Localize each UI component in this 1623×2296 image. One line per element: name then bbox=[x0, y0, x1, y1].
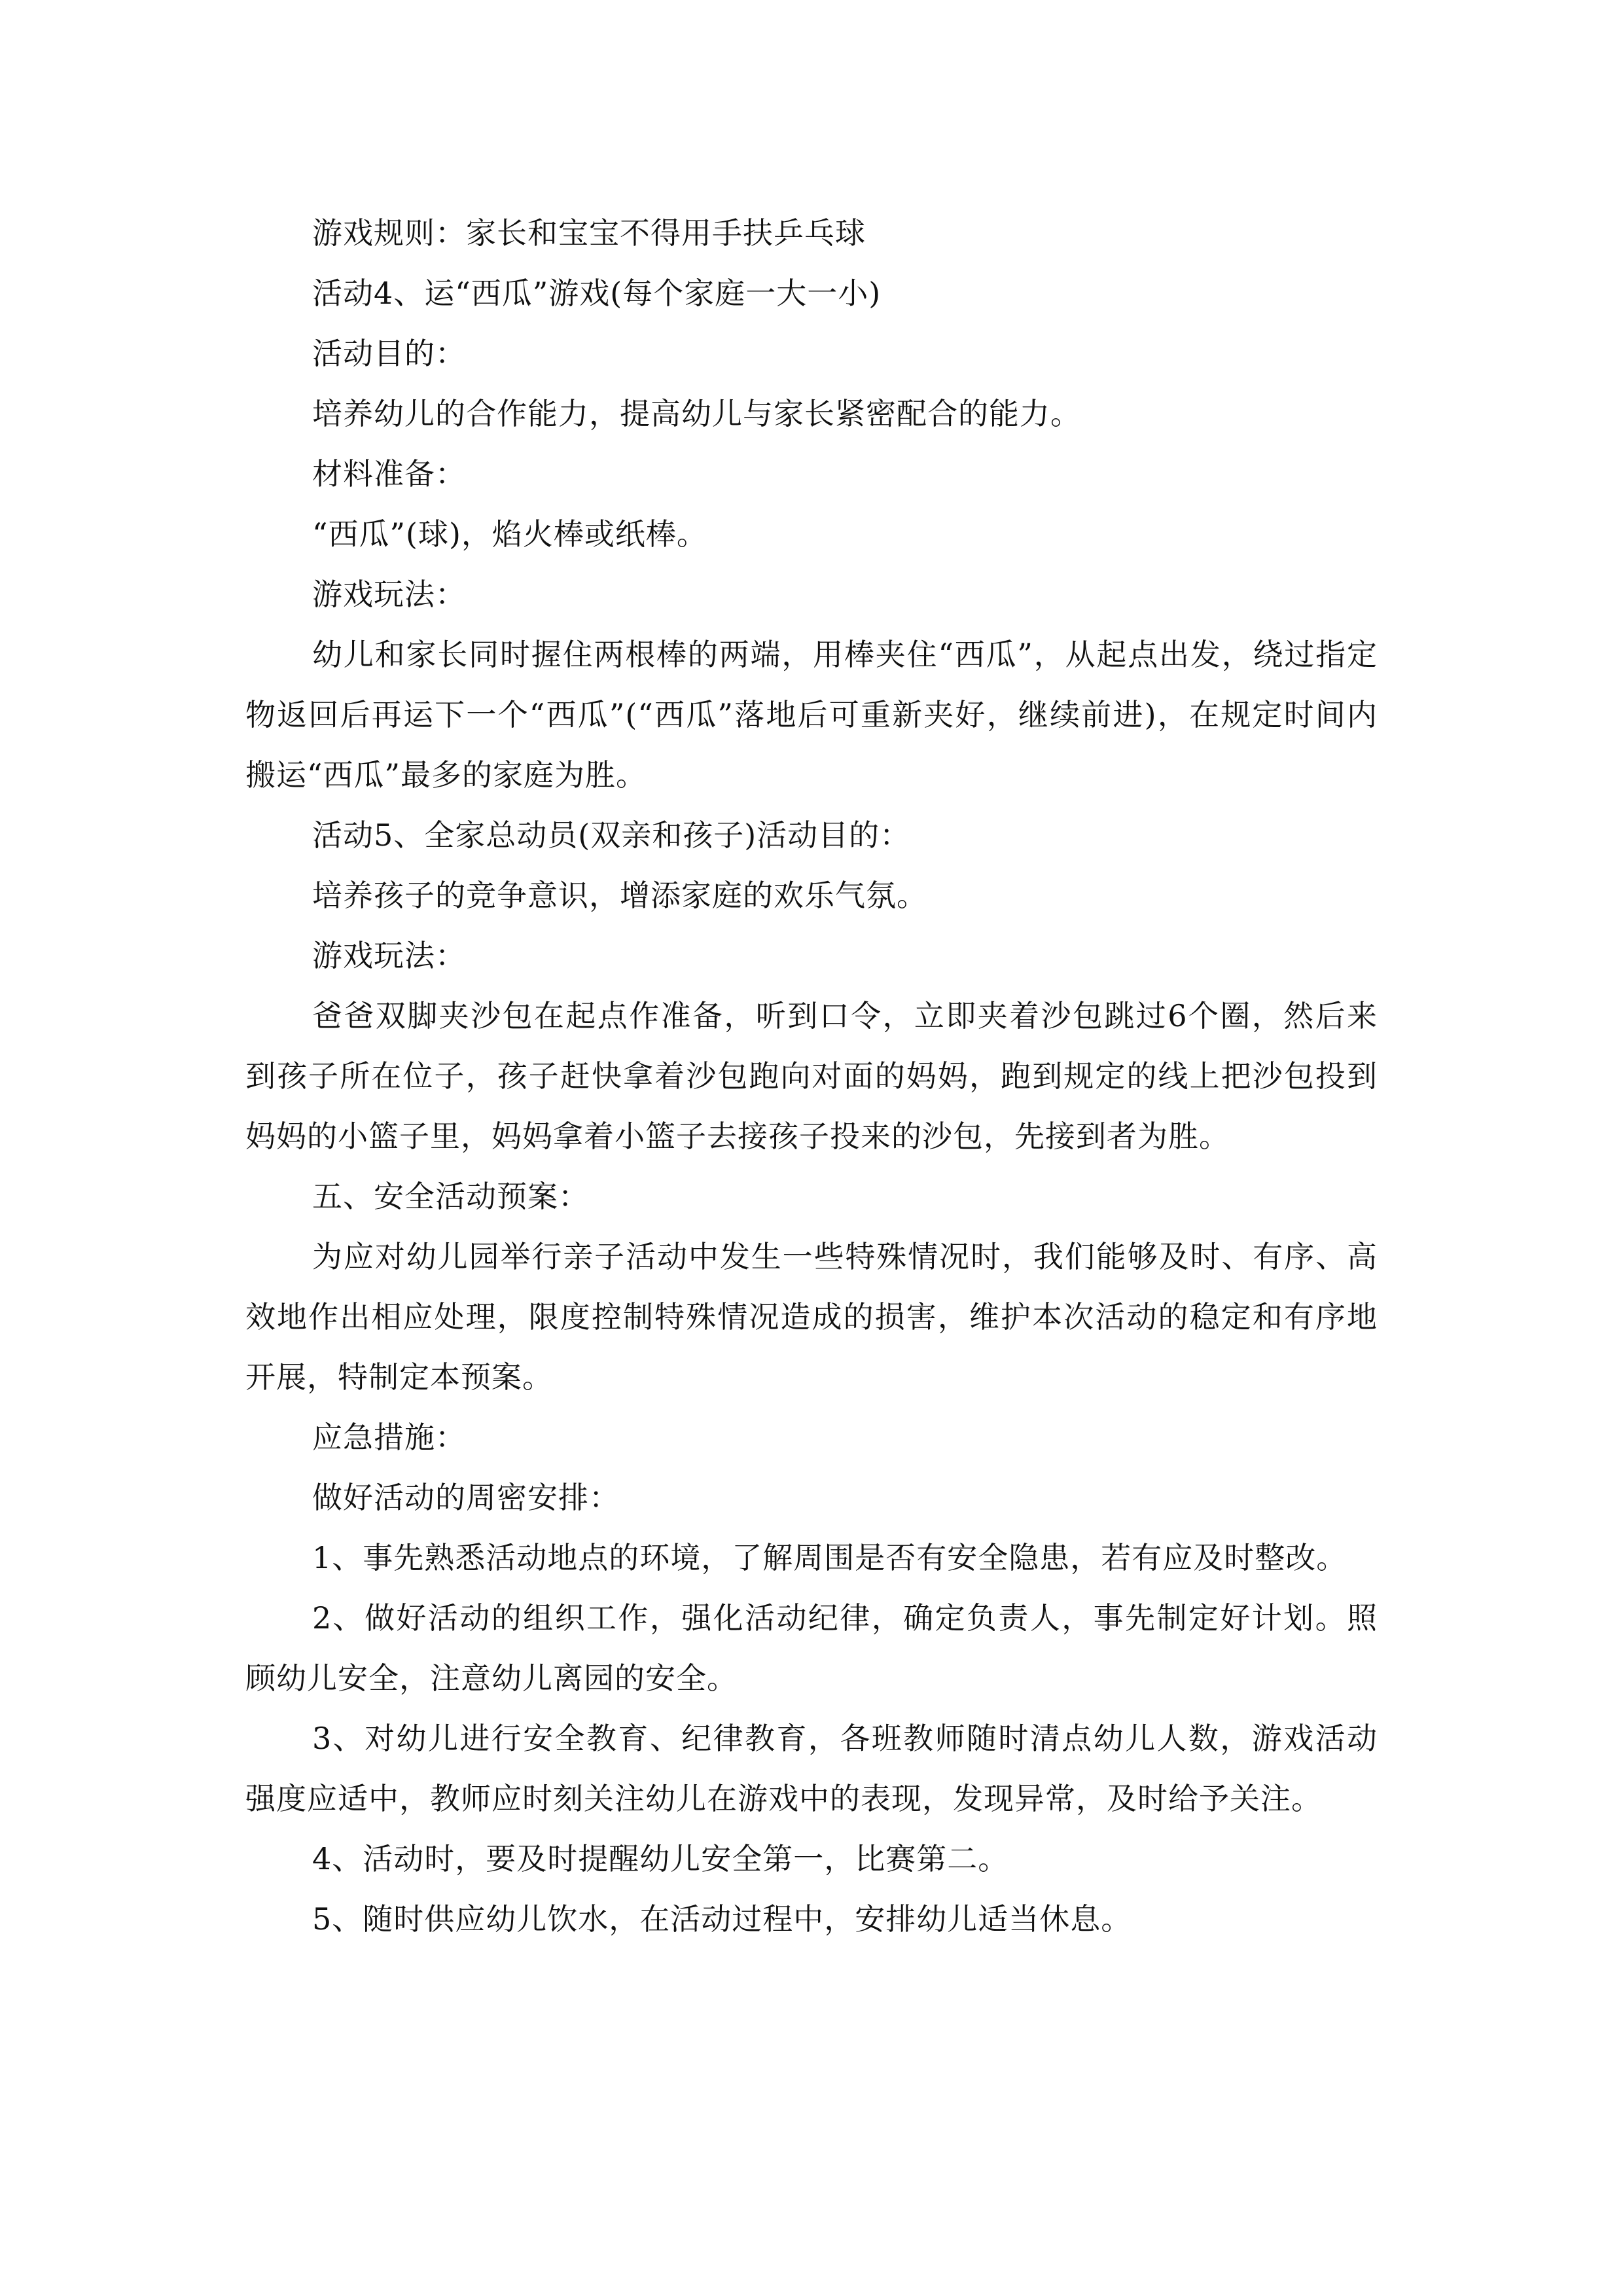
paragraph-game-rule: 游戏规则：家长和宝宝不得用手扶乒乓球 bbox=[312, 215, 866, 251]
paragraph-activity-5-goal: 培养孩子的竞争意识，增添家庭的欢乐气氛。 bbox=[312, 878, 927, 913]
paragraph-gameplay-heading-2: 游戏玩法： bbox=[312, 938, 466, 973]
document-page bbox=[245, 203, 1378, 1949]
paragraph-measure-1: 1、事先熟悉活动地点的环境，了解周围是否有安全隐患，若有应及时整改。 bbox=[312, 1540, 1347, 1575]
paragraph-materials-heading: 材料准备： bbox=[312, 456, 466, 492]
paragraph-measure-3: 3、对幼儿进行安全教育、纪律教育，各班教师随时清点幼儿人数，游戏活动强度应适中，教师应时刻关注幼儿在游戏中的表现，发现异常，及时给予关注。 bbox=[245, 1721, 1378, 1816]
paragraph-activity-4-title: 活动4、运“西瓜”游戏(每个家庭一大一小) bbox=[312, 276, 882, 311]
paragraph-gameplay-heading: 游戏玩法： bbox=[312, 577, 466, 612]
paragraph-activity-goal-heading: 活动目的： bbox=[312, 336, 466, 371]
paragraph-arrangement-heading: 做好活动的周密安排： bbox=[312, 1480, 620, 1515]
paragraph-safety-plan-text: 为应对幼儿园举行亲子活动中发生一些特殊情况时，我们能够及时、有序、高效地作出相应处理，限度控制特殊情况造成的损害，维护本次活动的稳定和有序地开展，特制定本预案。 bbox=[245, 1239, 1378, 1395]
paragraph-measure-2: 2、做好活动的组织工作，强化活动纪律，确定负责人，事先制定好计划。照顾幼儿安全，注意幼儿离园的安全。 bbox=[245, 1600, 1378, 1696]
paragraph-gameplay-text: 幼儿和家长同时握住两根棒的两端，用棒夹住“西瓜”，从起点出发，绕过指定物返回后再运下一个“西瓜”(“西瓜”落地后可重新夹好，继续前进)，在规定时间内搬运“西瓜”最多的家庭为胜。 bbox=[245, 637, 1378, 793]
paragraph-materials-text: “西瓜”(球)，焰火棒或纸棒。 bbox=[312, 516, 707, 552]
paragraph-emergency-heading: 应急措施： bbox=[312, 1420, 466, 1455]
paragraph-safety-plan-heading: 五、安全活动预案： bbox=[312, 1179, 589, 1214]
paragraph-measure-5: 5、随时供应幼儿饮水，在活动过程中，安排幼儿适当休息。 bbox=[312, 1901, 1132, 1937]
paragraph-activity-5-title: 活动5、全家总动员(双亲和孩子)活动目的： bbox=[312, 817, 911, 853]
paragraph-gameplay-text-2: 爸爸双脚夹沙包在起点作准备，听到口令，立即夹着沙包跳过6个圈，然后来到孩子所在位子，孩子赶快拿着沙包跑向对面的妈妈，跑到规定的线上把沙包投到妈妈的小篮子里，妈妈拿着小篮子去接孩子投来的沙包，先接到者为胜。 bbox=[245, 998, 1378, 1154]
paragraph-measure-4: 4、活动时，要及时提醒幼儿安全第一，比赛第二。 bbox=[312, 1841, 1009, 1876]
paragraph-activity-goal-text: 培养幼儿的合作能力，提高幼儿与家长紧密配合的能力。 bbox=[312, 396, 1081, 431]
